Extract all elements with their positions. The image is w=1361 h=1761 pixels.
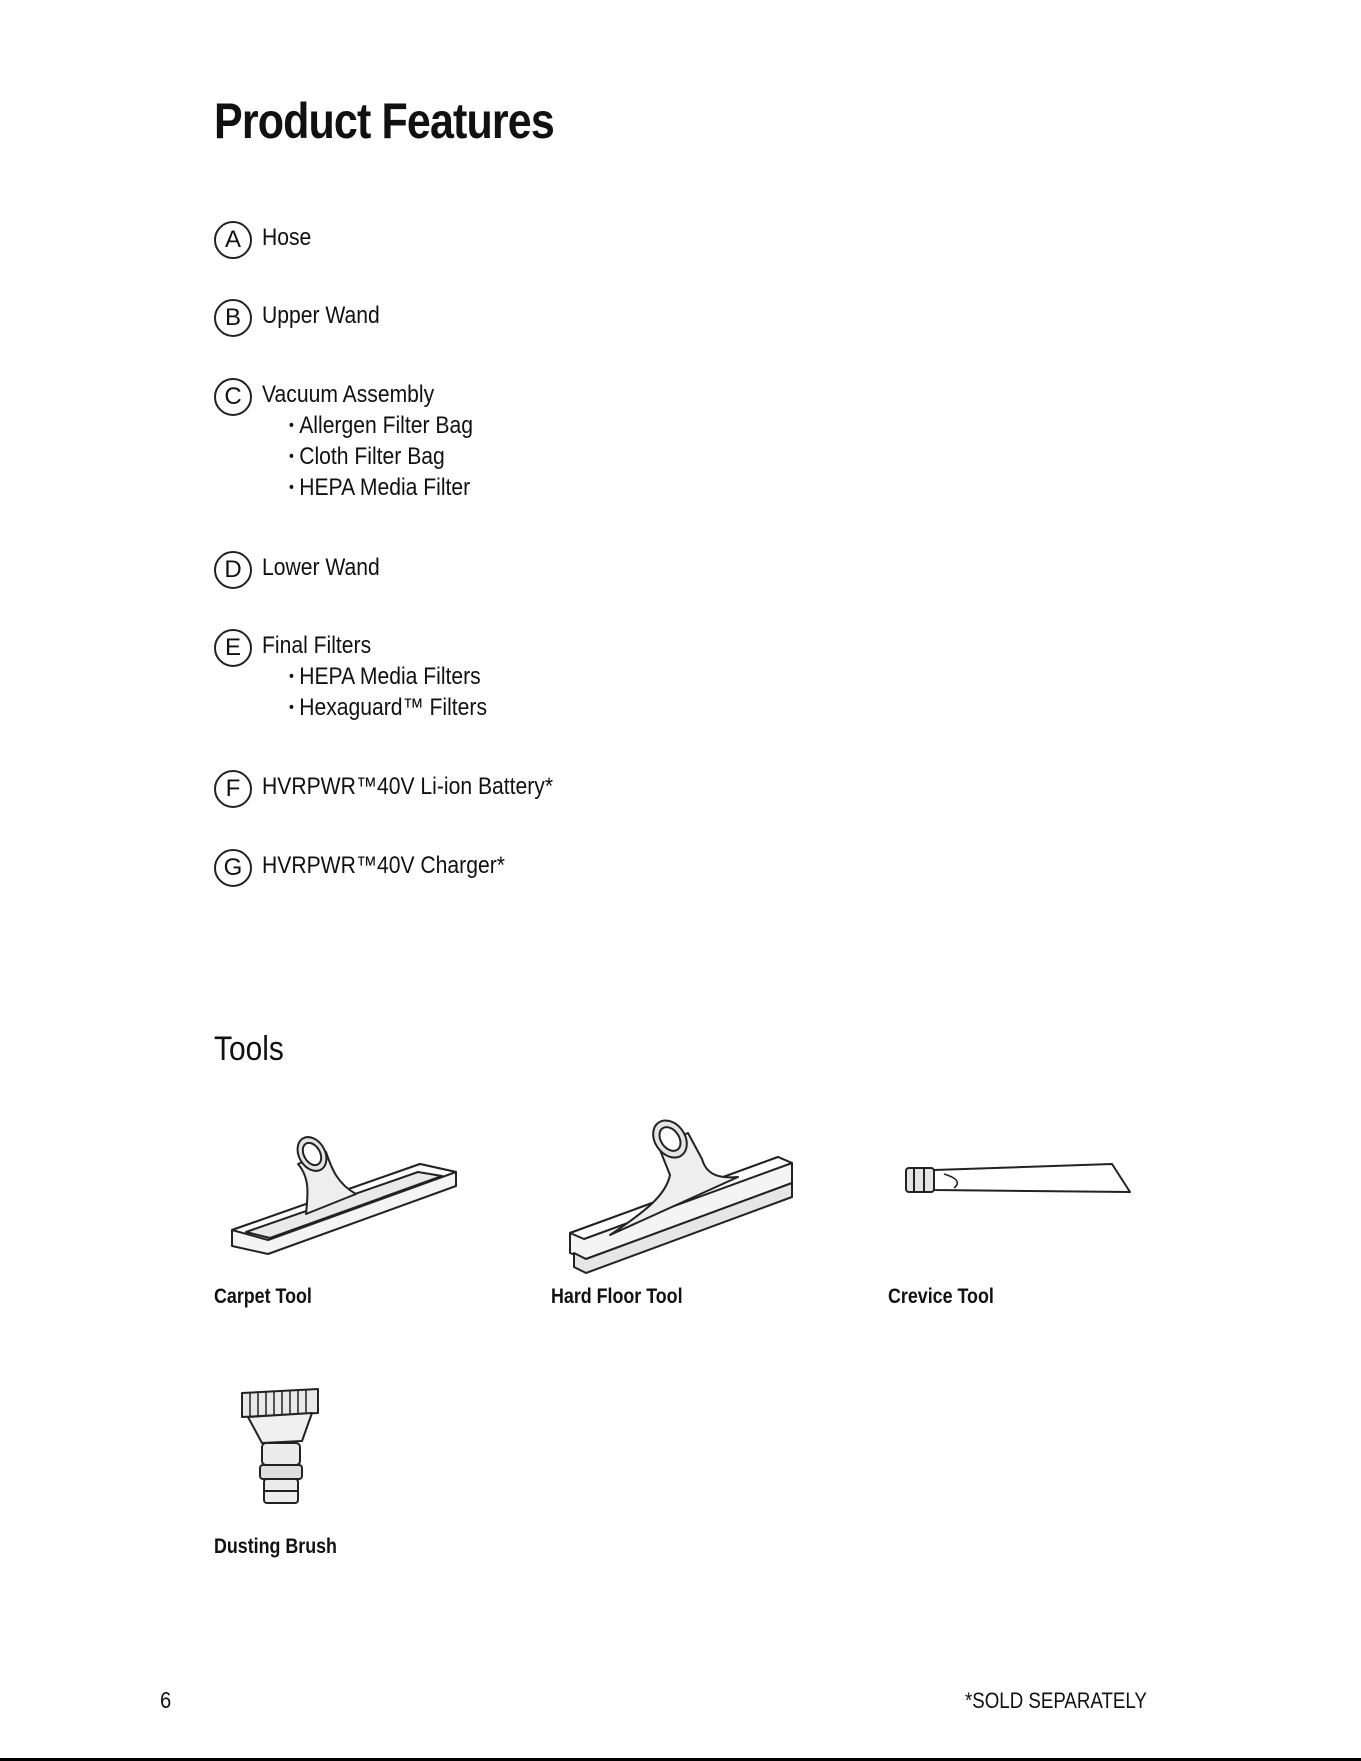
- tool-label-carpet: Carpet Tool: [214, 1285, 312, 1308]
- feature-letter-badge: E: [214, 629, 252, 667]
- feature-subitem: • Hexaguard™ Filters: [289, 694, 487, 722]
- hard-floor-tool-icon: [566, 1115, 801, 1275]
- feature-letter-badge: A: [214, 221, 252, 259]
- feature-subitem: • HEPA Media Filter: [289, 474, 470, 502]
- feature-label: Upper Wand: [262, 302, 380, 329]
- feature-label: Hose: [262, 224, 312, 251]
- crevice-tool: [904, 1160, 1134, 1200]
- feature-label: Final Filters: [262, 632, 372, 659]
- feature-letter-badge: G: [214, 849, 252, 887]
- feature-letter-badge: C: [214, 378, 252, 416]
- carpet-tool-icon: [228, 1128, 463, 1258]
- page-title: Product Features: [214, 93, 554, 149]
- page-number: 6: [160, 1687, 172, 1713]
- feature-subitem: • Cloth Filter Bag: [289, 443, 445, 471]
- feature-label: Vacuum Assembly: [262, 381, 435, 408]
- feature-subitem: • Allergen Filter Bag: [289, 412, 473, 440]
- dusting-brush-icon: [238, 1385, 322, 1507]
- feature-letter-badge: D: [214, 551, 252, 589]
- tool-label-crevice: Crevice Tool: [888, 1285, 994, 1308]
- feature-label: HVRPWR™40V Charger*: [262, 852, 505, 879]
- footer-note: *SOLD SEPARATELY: [965, 1688, 1147, 1713]
- feature-letter-badge: B: [214, 299, 252, 337]
- crevice-tool-icon: [904, 1160, 1134, 1200]
- dusting-brush: [238, 1385, 322, 1507]
- tool-label-dusting-brush: Dusting Brush: [214, 1535, 337, 1558]
- feature-subitem: • HEPA Media Filters: [289, 663, 481, 691]
- carpet-tool: [228, 1128, 463, 1258]
- hard-floor-tool: [566, 1115, 801, 1275]
- tools-section-title: Tools: [214, 1030, 284, 1068]
- feature-letter-badge: F: [214, 770, 252, 808]
- tool-label-hard-floor: Hard Floor Tool: [551, 1285, 683, 1308]
- feature-label: HVRPWR™40V Li-ion Battery*: [262, 773, 554, 800]
- feature-label: Lower Wand: [262, 554, 380, 581]
